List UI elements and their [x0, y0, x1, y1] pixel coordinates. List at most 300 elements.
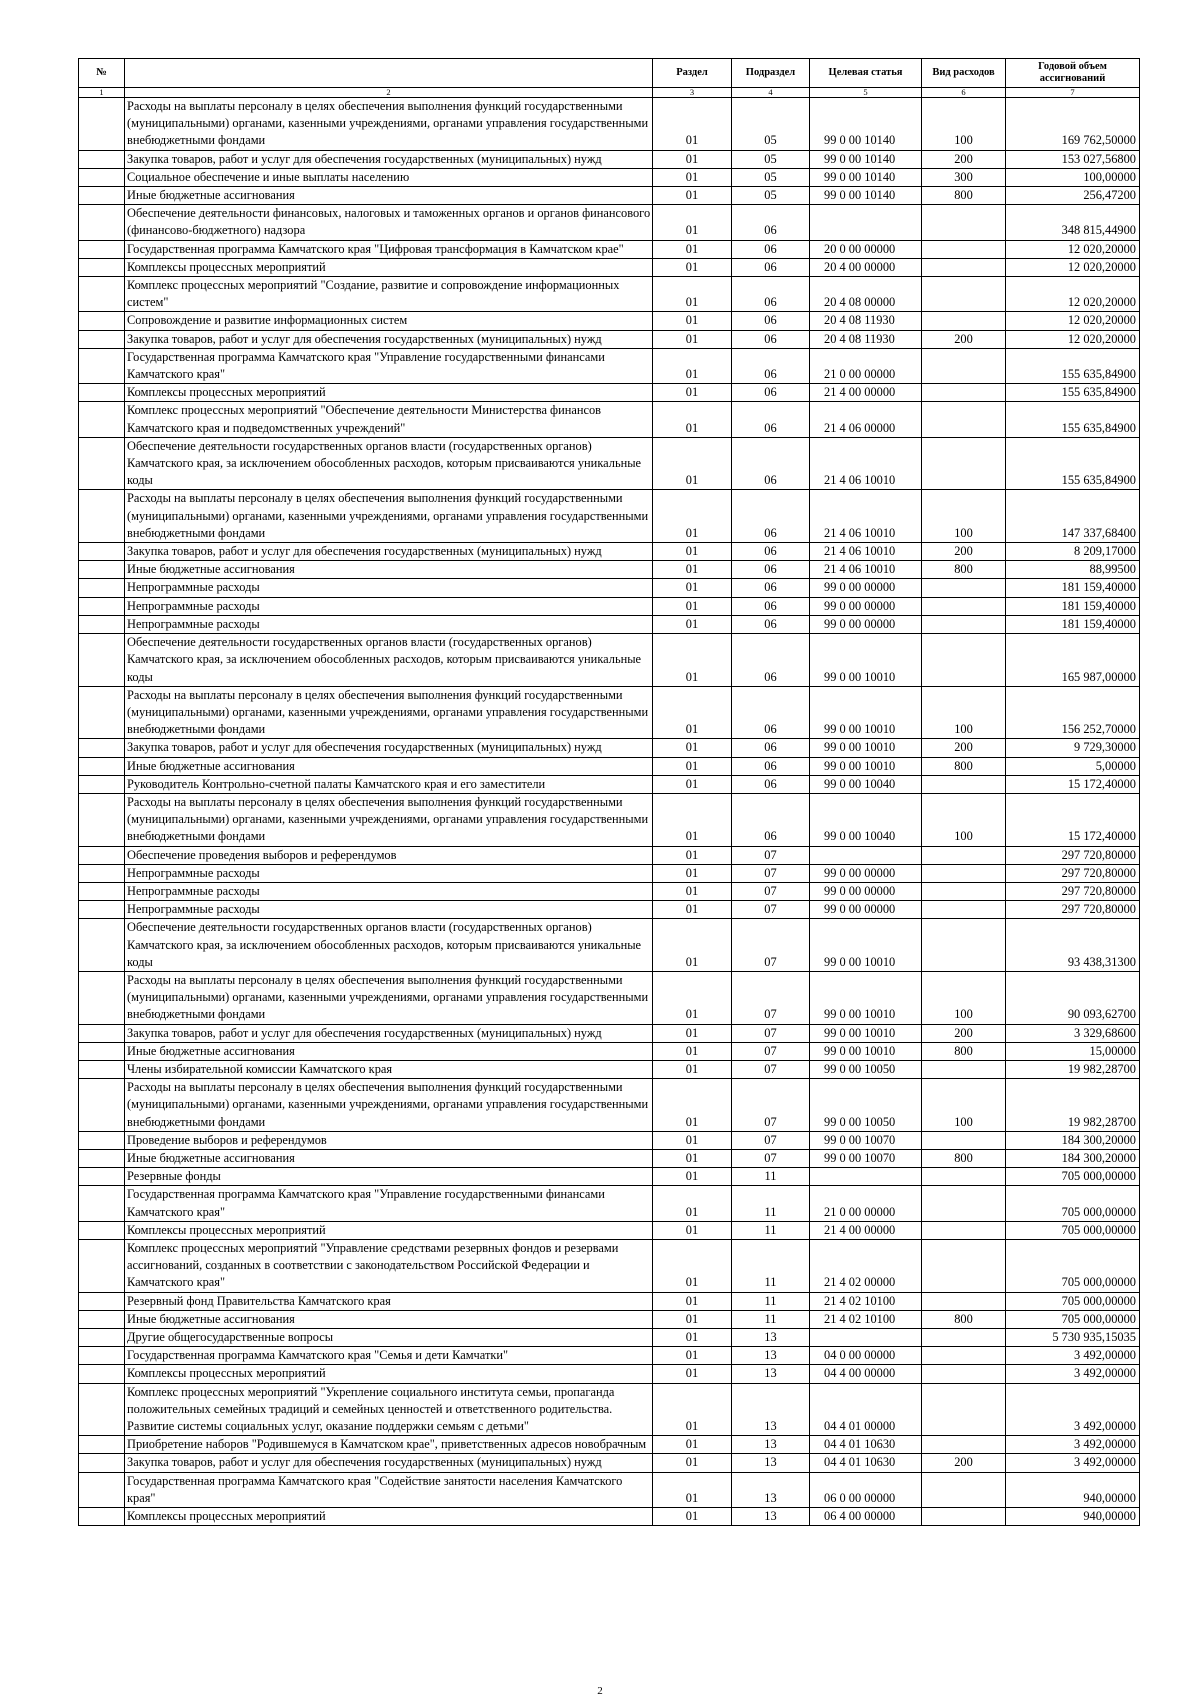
column-index: 5: [810, 88, 922, 98]
allocation-sum-cell: 8 209,17000: [1006, 543, 1140, 561]
column-index: 2: [125, 88, 653, 98]
target-article-cell: 21 4 06 10010: [810, 437, 922, 490]
expense-type-cell: [922, 258, 1006, 276]
expense-type-cell: 200: [922, 150, 1006, 168]
row-number-cell: [79, 597, 125, 615]
expense-type-cell: [922, 1221, 1006, 1239]
row-number-cell: [79, 1131, 125, 1149]
target-article-cell: 04 0 00 00000: [810, 1347, 922, 1365]
table-row: [79, 1168, 1140, 1186]
target-article-cell: 99 0 00 10010: [810, 971, 922, 1024]
subsection-cell: 13: [732, 1436, 810, 1454]
expense-type-cell: [922, 277, 1006, 312]
section-cell: 01: [653, 1131, 732, 1149]
section-cell: 01: [653, 919, 732, 972]
target-article-cell: 99 0 00 10140: [810, 150, 922, 168]
allocation-sum-cell: 15 172,40000: [1006, 793, 1140, 846]
expense-name-cell: Расходы на выплаты персоналу в целях обеспечения выполнения функций государственными (муниципальными) органами, казенными учреждениями, органами управления государственными внебюджетными фондами: [125, 98, 653, 151]
target-article-cell: 99 0 00 00000: [810, 597, 922, 615]
row-number-cell: [79, 919, 125, 972]
row-number-cell: [79, 757, 125, 775]
allocation-sum-cell: 12 020,20000: [1006, 258, 1140, 276]
expense-type-cell: [922, 864, 1006, 882]
expense-type-cell: 100: [922, 971, 1006, 1024]
row-number-cell: [79, 579, 125, 597]
row-number-cell: [79, 205, 125, 240]
target-article-cell: 99 0 00 10010: [810, 739, 922, 757]
expense-type-cell: [922, 312, 1006, 330]
subsection-cell: 06: [732, 757, 810, 775]
expense-type-cell: 100: [922, 490, 1006, 543]
subsection-cell: 05: [732, 168, 810, 186]
row-number-cell: [79, 330, 125, 348]
allocation-sum-cell: 940,00000: [1006, 1508, 1140, 1526]
expense-name-cell: Резервные фонды: [125, 1168, 653, 1186]
section-cell: 01: [653, 1240, 732, 1293]
allocation-sum-cell: 156 252,70000: [1006, 686, 1140, 739]
allocation-sum-cell: 12 020,20000: [1006, 312, 1140, 330]
target-article-cell: 99 0 00 10010: [810, 757, 922, 775]
target-article-cell: 99 0 00 10050: [810, 1079, 922, 1132]
expense-name-cell: Непрограммные расходы: [125, 597, 653, 615]
target-article-cell: 99 0 00 10040: [810, 793, 922, 846]
subsection-cell: 07: [732, 1149, 810, 1167]
row-number-cell: [79, 150, 125, 168]
expense-name-cell: Непрограммные расходы: [125, 579, 653, 597]
row-number-cell: [79, 240, 125, 258]
table-row: [79, 384, 1140, 402]
expense-type-cell: [922, 615, 1006, 633]
section-cell: 01: [653, 150, 732, 168]
expense-name-cell: Государственная программа Камчатского края "Содействие занятости населения Камчатского края": [125, 1472, 653, 1507]
table-row: [79, 739, 1140, 757]
section-cell: 01: [653, 490, 732, 543]
expense-name-cell: Закупка товаров, работ и услуг для обеспечения государственных (муниципальных) нужд: [125, 1454, 653, 1472]
expense-type-cell: 800: [922, 1042, 1006, 1060]
subsection-cell: 06: [732, 775, 810, 793]
expense-type-cell: [922, 846, 1006, 864]
table-row: [79, 1329, 1140, 1347]
subsection-cell: 13: [732, 1383, 810, 1436]
subsection-cell: 06: [732, 384, 810, 402]
target-article-cell: 20 4 08 00000: [810, 277, 922, 312]
expense-name-cell: Комплексы процессных мероприятий: [125, 1221, 653, 1239]
section-cell: 01: [653, 579, 732, 597]
expense-name-cell: Расходы на выплаты персоналу в целях обеспечения выполнения функций государственными (муниципальными) органами, казенными учреждениями, органами управления государственными внебюджетными фондами: [125, 686, 653, 739]
section-cell: 01: [653, 1060, 732, 1078]
expense-type-cell: 100: [922, 98, 1006, 151]
allocation-sum-cell: 19 982,28700: [1006, 1079, 1140, 1132]
section-cell: 01: [653, 757, 732, 775]
section-cell: 01: [653, 312, 732, 330]
table-row: [79, 757, 1140, 775]
column-index-row: [79, 88, 1140, 98]
allocation-sum-cell: 5,00000: [1006, 757, 1140, 775]
row-number-cell: [79, 615, 125, 633]
subsection-cell: 07: [732, 901, 810, 919]
expense-name-cell: Обеспечение деятельности финансовых, налоговых и таможенных органов и органов финансового (финансово-бюджетного) надзора: [125, 205, 653, 240]
target-article-cell: 20 4 08 11930: [810, 330, 922, 348]
target-article-cell: 21 4 02 10100: [810, 1292, 922, 1310]
section-cell: 01: [653, 971, 732, 1024]
target-article-cell: 20 0 00 00000: [810, 240, 922, 258]
subsection-cell: 06: [732, 597, 810, 615]
expense-type-cell: [922, 919, 1006, 972]
expense-name-cell: Комплексы процессных мероприятий: [125, 384, 653, 402]
expense-type-cell: 200: [922, 1024, 1006, 1042]
subsection-cell: 05: [732, 98, 810, 151]
section-cell: 01: [653, 1454, 732, 1472]
budget-table: [78, 58, 1140, 1526]
page-number: 2: [597, 1685, 603, 1697]
table-row: [79, 1383, 1140, 1436]
table-row: [79, 1454, 1140, 1472]
target-article-cell: 21 4 06 10010: [810, 543, 922, 561]
expense-name-cell: Закупка товаров, работ и услуг для обеспечения государственных (муниципальных) нужд: [125, 150, 653, 168]
subsection-cell: 06: [732, 312, 810, 330]
section-cell: 01: [653, 240, 732, 258]
section-cell: 01: [653, 1186, 732, 1221]
row-number-cell: [79, 1436, 125, 1454]
allocation-sum-cell: 184 300,20000: [1006, 1149, 1140, 1167]
subsection-cell: 06: [732, 240, 810, 258]
target-article-cell: 99 0 00 10140: [810, 98, 922, 151]
table-row: [79, 1131, 1140, 1149]
subsection-cell: 11: [732, 1221, 810, 1239]
subsection-cell: 07: [732, 919, 810, 972]
subsection-cell: 11: [732, 1292, 810, 1310]
row-number-cell: [79, 1060, 125, 1078]
section-cell: 01: [653, 1329, 732, 1347]
table-row: [79, 846, 1140, 864]
row-number-cell: [79, 775, 125, 793]
allocation-sum-cell: 12 020,20000: [1006, 330, 1140, 348]
target-article-cell: 99 0 00 00000: [810, 901, 922, 919]
budget-table-sheet: [78, 58, 1139, 1526]
expense-type-cell: [922, 1436, 1006, 1454]
row-number-cell: [79, 1240, 125, 1293]
table-row: [79, 1436, 1140, 1454]
expense-type-cell: [922, 1240, 1006, 1293]
expense-type-cell: [922, 1329, 1006, 1347]
expense-type-cell: [922, 634, 1006, 687]
target-article-cell: 99 0 00 10010: [810, 686, 922, 739]
target-article-cell: [810, 846, 922, 864]
expense-type-cell: [922, 1508, 1006, 1526]
target-article-cell: 21 4 02 00000: [810, 1240, 922, 1293]
section-cell: 01: [653, 1436, 732, 1454]
row-number-cell: [79, 739, 125, 757]
table-row: [79, 1472, 1140, 1507]
row-number-cell: [79, 437, 125, 490]
row-number-cell: [79, 168, 125, 186]
subsection-cell: 13: [732, 1508, 810, 1526]
expense-type-cell: [922, 597, 1006, 615]
target-article-cell: 21 0 00 00000: [810, 348, 922, 383]
expense-name-cell: Государственная программа Камчатского края "Управление государственными финансами Камчатского края": [125, 348, 653, 383]
expense-name-cell: Комплекс процессных мероприятий "Обеспечение деятельности Министерства финансов Камчатского края и подведомственных учреждений": [125, 402, 653, 437]
section-cell: 01: [653, 258, 732, 276]
expense-name-cell: Обеспечение проведения выборов и референдумов: [125, 846, 653, 864]
row-number-cell: [79, 1221, 125, 1239]
header-article: Целевая статья: [810, 59, 922, 88]
section-cell: 01: [653, 1079, 732, 1132]
expense-type-cell: [922, 901, 1006, 919]
table-row: [79, 1149, 1140, 1167]
expense-name-cell: Государственная программа Камчатского края "Семья и дети Камчатки": [125, 1347, 653, 1365]
subsection-cell: 13: [732, 1365, 810, 1383]
allocation-sum-cell: 3 492,00000: [1006, 1436, 1140, 1454]
allocation-sum-cell: 256,47200: [1006, 187, 1140, 205]
expense-name-cell: Комплексы процессных мероприятий: [125, 1365, 653, 1383]
table-row: [79, 597, 1140, 615]
row-number-cell: [79, 1168, 125, 1186]
table-row: [79, 312, 1140, 330]
target-article-cell: 21 4 06 10010: [810, 561, 922, 579]
section-cell: 01: [653, 543, 732, 561]
subsection-cell: 06: [732, 739, 810, 757]
expense-type-cell: [922, 1131, 1006, 1149]
table-row: [79, 1347, 1140, 1365]
expense-name-cell: Расходы на выплаты персоналу в целях обеспечения выполнения функций государственными (муниципальными) органами, казенными учреждениями, органами управления государственными внебюджетными фондами: [125, 490, 653, 543]
section-cell: 01: [653, 882, 732, 900]
table-row: [79, 277, 1140, 312]
section-cell: 01: [653, 1149, 732, 1167]
target-article-cell: 99 0 00 10050: [810, 1060, 922, 1078]
allocation-sum-cell: 705 000,00000: [1006, 1221, 1140, 1239]
table-row: [79, 634, 1140, 687]
allocation-sum-cell: 3 329,68600: [1006, 1024, 1140, 1042]
row-number-cell: [79, 1365, 125, 1383]
expense-name-cell: Закупка товаров, работ и услуг для обеспечения государственных (муниципальных) нужд: [125, 543, 653, 561]
subsection-cell: 07: [732, 882, 810, 900]
subsection-cell: 06: [732, 615, 810, 633]
expense-type-cell: 200: [922, 543, 1006, 561]
row-number-cell: [79, 561, 125, 579]
target-article-cell: 99 0 00 10140: [810, 168, 922, 186]
subsection-cell: 07: [732, 971, 810, 1024]
row-number-cell: [79, 1472, 125, 1507]
table-row: [79, 437, 1140, 490]
allocation-sum-cell: 297 720,80000: [1006, 846, 1140, 864]
expense-type-cell: [922, 1347, 1006, 1365]
subsection-cell: 06: [732, 490, 810, 543]
expense-type-cell: [922, 882, 1006, 900]
allocation-sum-cell: 181 159,40000: [1006, 615, 1140, 633]
table-row: [79, 1221, 1140, 1239]
expense-type-cell: 100: [922, 686, 1006, 739]
expense-type-cell: 800: [922, 561, 1006, 579]
table-row: [79, 543, 1140, 561]
row-number-cell: [79, 1329, 125, 1347]
allocation-sum-cell: 90 093,62700: [1006, 971, 1140, 1024]
row-number-cell: [79, 1186, 125, 1221]
header-sum: Годовой объем ассигнований: [1006, 59, 1140, 88]
allocation-sum-cell: 181 159,40000: [1006, 597, 1140, 615]
row-number-cell: [79, 402, 125, 437]
expense-name-cell: Иные бюджетные ассигнования: [125, 1149, 653, 1167]
subsection-cell: 06: [732, 348, 810, 383]
allocation-sum-cell: 181 159,40000: [1006, 579, 1140, 597]
table-row: [79, 971, 1140, 1024]
target-article-cell: 20 4 08 11930: [810, 312, 922, 330]
target-article-cell: 99 0 00 10140: [810, 187, 922, 205]
allocation-sum-cell: 155 635,84900: [1006, 402, 1140, 437]
expense-type-cell: 100: [922, 1079, 1006, 1132]
target-article-cell: 21 0 00 00000: [810, 1186, 922, 1221]
row-number-cell: [79, 312, 125, 330]
allocation-sum-cell: 184 300,20000: [1006, 1131, 1140, 1149]
section-cell: 01: [653, 1383, 732, 1436]
row-number-cell: [79, 882, 125, 900]
allocation-sum-cell: 15 172,40000: [1006, 775, 1140, 793]
row-number-cell: [79, 1383, 125, 1436]
table-row: [79, 615, 1140, 633]
expense-name-cell: Резервный фонд Правительства Камчатского края: [125, 1292, 653, 1310]
subsection-cell: 05: [732, 187, 810, 205]
expense-name-cell: Комплекс процессных мероприятий "Укрепление социального института семьи, пропаганда положительных семейных традиций и семейных ценностей и ответственного родительства. Развитие системы социальных услуг, оказание поддержки семьям с детьми": [125, 1383, 653, 1436]
table-row: [79, 150, 1140, 168]
allocation-sum-cell: 19 982,28700: [1006, 1060, 1140, 1078]
allocation-sum-cell: 3 492,00000: [1006, 1383, 1140, 1436]
table-row: [79, 330, 1140, 348]
subsection-cell: 07: [732, 1131, 810, 1149]
table-row: [79, 901, 1140, 919]
target-article-cell: 99 0 00 10040: [810, 775, 922, 793]
table-row: [79, 98, 1140, 151]
expense-type-cell: 200: [922, 330, 1006, 348]
table-row: [79, 1042, 1140, 1060]
expense-type-cell: 800: [922, 757, 1006, 775]
subsection-cell: 13: [732, 1454, 810, 1472]
allocation-sum-cell: 5 730 935,15035: [1006, 1329, 1140, 1347]
table-row: [79, 775, 1140, 793]
expense-type-cell: 200: [922, 739, 1006, 757]
subsection-cell: 06: [732, 543, 810, 561]
section-cell: 01: [653, 1365, 732, 1383]
section-cell: 01: [653, 1168, 732, 1186]
expense-name-cell: Приобретение наборов "Родившемуся в Камчатском крае", приветственных адресов новобрачным: [125, 1436, 653, 1454]
subsection-cell: 06: [732, 579, 810, 597]
subsection-cell: 05: [732, 150, 810, 168]
subsection-cell: 07: [732, 1024, 810, 1042]
expense-type-cell: 800: [922, 187, 1006, 205]
section-cell: 01: [653, 775, 732, 793]
subsection-cell: 06: [732, 686, 810, 739]
expense-type-cell: [922, 240, 1006, 258]
target-article-cell: 20 4 00 00000: [810, 258, 922, 276]
expense-type-cell: [922, 1186, 1006, 1221]
subsection-cell: 07: [732, 1042, 810, 1060]
expense-name-cell: Иные бюджетные ассигнования: [125, 1310, 653, 1328]
expense-name-cell: Закупка товаров, работ и услуг для обеспечения государственных (муниципальных) нужд: [125, 1024, 653, 1042]
table-row: [79, 258, 1140, 276]
section-cell: 01: [653, 864, 732, 882]
row-number-cell: [79, 348, 125, 383]
table-row: [79, 490, 1140, 543]
expense-name-cell: Расходы на выплаты персоналу в целях обеспечения выполнения функций государственными (муниципальными) органами, казенными учреждениями, органами управления государственными внебюджетными фондами: [125, 971, 653, 1024]
row-number-cell: [79, 1042, 125, 1060]
target-article-cell: 99 0 00 10070: [810, 1131, 922, 1149]
expense-name-cell: Закупка товаров, работ и услуг для обеспечения государственных (муниципальных) нужд: [125, 330, 653, 348]
subsection-cell: 07: [732, 1060, 810, 1078]
section-cell: 01: [653, 1042, 732, 1060]
header-section: Раздел: [653, 59, 732, 88]
section-cell: 01: [653, 739, 732, 757]
row-number-cell: [79, 258, 125, 276]
expense-name-cell: Руководитель Контрольно-счетной палаты Камчатского края и его заместители: [125, 775, 653, 793]
expense-type-cell: [922, 205, 1006, 240]
target-article-cell: 21 4 06 00000: [810, 402, 922, 437]
target-article-cell: 21 4 02 10100: [810, 1310, 922, 1328]
target-article-cell: 04 4 01 10630: [810, 1454, 922, 1472]
expense-name-cell: Расходы на выплаты персоналу в целях обеспечения выполнения функций государственными (муниципальными) органами, казенными учреждениями, органами управления государственными внебюджетными фондами: [125, 1079, 653, 1132]
expense-name-cell: Закупка товаров, работ и услуг для обеспечения государственных (муниципальных) нужд: [125, 739, 653, 757]
column-index: 7: [1006, 88, 1140, 98]
target-article-cell: 04 4 01 00000: [810, 1383, 922, 1436]
expense-name-cell: Расходы на выплаты персоналу в целях обеспечения выполнения функций государственными (муниципальными) органами, казенными учреждениями, органами управления государственными внебюджетными фондами: [125, 793, 653, 846]
row-number-cell: [79, 971, 125, 1024]
section-cell: 01: [653, 1508, 732, 1526]
subsection-cell: 07: [732, 864, 810, 882]
expense-type-cell: [922, 775, 1006, 793]
expense-name-cell: Иные бюджетные ассигнования: [125, 1042, 653, 1060]
expense-name-cell: Государственная программа Камчатского края "Управление государственными финансами Камчатского края": [125, 1186, 653, 1221]
target-article-cell: [810, 1168, 922, 1186]
table-row: [79, 240, 1140, 258]
table-row: [79, 168, 1140, 186]
expense-name-cell: Непрограммные расходы: [125, 901, 653, 919]
table-row: [79, 686, 1140, 739]
table-row: [79, 1240, 1140, 1293]
row-number-cell: [79, 1149, 125, 1167]
row-number-cell: [79, 187, 125, 205]
row-number-cell: [79, 1079, 125, 1132]
expense-name-cell: Обеспечение деятельности государственных органов власти (государственных органов) Камчатского края, за исключением обособленных расходов, которым присваиваются уникальные коды: [125, 919, 653, 972]
expense-type-cell: [922, 1472, 1006, 1507]
subsection-cell: 11: [732, 1168, 810, 1186]
table-row: [79, 882, 1140, 900]
section-cell: 01: [653, 901, 732, 919]
section-cell: 01: [653, 205, 732, 240]
subsection-cell: 06: [732, 277, 810, 312]
section-cell: 01: [653, 277, 732, 312]
section-cell: 01: [653, 437, 732, 490]
subsection-cell: 06: [732, 634, 810, 687]
section-cell: 01: [653, 1347, 732, 1365]
allocation-sum-cell: 348 815,44900: [1006, 205, 1140, 240]
expense-name-cell: Непрограммные расходы: [125, 615, 653, 633]
expense-name-cell: Члены избирательной комиссии Камчатского края: [125, 1060, 653, 1078]
row-number-cell: [79, 1024, 125, 1042]
section-cell: 01: [653, 686, 732, 739]
allocation-sum-cell: 15,00000: [1006, 1042, 1140, 1060]
table-row: [79, 205, 1140, 240]
subsection-cell: 06: [732, 561, 810, 579]
row-number-cell: [79, 1347, 125, 1365]
column-index: 1: [79, 88, 125, 98]
expense-type-cell: [922, 1060, 1006, 1078]
expense-name-cell: Комплекс процессных мероприятий "Управление средствами резервных фондов и резервами ассигнований, созданных в соответствии с законодательством Российской Федерации и Камчатского края": [125, 1240, 653, 1293]
row-number-cell: [79, 490, 125, 543]
allocation-sum-cell: 297 720,80000: [1006, 864, 1140, 882]
subsection-cell: 06: [732, 437, 810, 490]
expense-name-cell: Комплекс процессных мероприятий "Создание, развитие и сопровождение информационных систем": [125, 277, 653, 312]
expense-name-cell: Непрограммные расходы: [125, 864, 653, 882]
expense-name-cell: Другие общегосударственные вопросы: [125, 1329, 653, 1347]
target-article-cell: 99 0 00 10010: [810, 1042, 922, 1060]
table-row: [79, 1060, 1140, 1078]
